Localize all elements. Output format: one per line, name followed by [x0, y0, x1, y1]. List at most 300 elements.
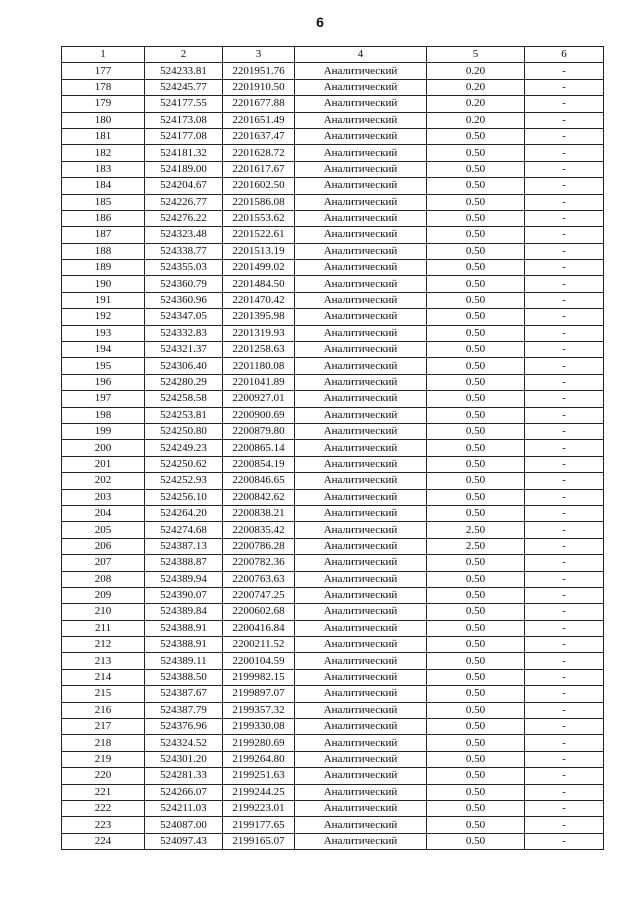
table-cell: 224: [62, 833, 145, 849]
table-cell: 185: [62, 194, 145, 210]
table-cell: -: [525, 161, 604, 177]
table-cell: 0.50: [427, 145, 525, 161]
table-cell: 524390.07: [145, 587, 223, 603]
table-cell: 200: [62, 440, 145, 456]
table-cell: 524266.07: [145, 784, 223, 800]
table-cell: 0.50: [427, 440, 525, 456]
table-cell: -: [525, 505, 604, 521]
table-cell: Аналитический: [295, 309, 427, 325]
table-cell: Аналитический: [295, 686, 427, 702]
table-cell: -: [525, 538, 604, 554]
table-cell: 0.50: [427, 702, 525, 718]
table-cell: 182: [62, 145, 145, 161]
table-cell: -: [525, 63, 604, 79]
table-cell: 524280.29: [145, 374, 223, 390]
table-cell: Аналитический: [295, 538, 427, 554]
table-cell: 180: [62, 112, 145, 128]
table-cell: 524245.77: [145, 79, 223, 95]
table-cell: -: [525, 571, 604, 587]
table-cell: 524389.94: [145, 571, 223, 587]
table-cell: 0.50: [427, 325, 525, 341]
table-cell: -: [525, 243, 604, 259]
table-cell: 208: [62, 571, 145, 587]
table-cell: 0.50: [427, 292, 525, 308]
table-cell: 0.20: [427, 112, 525, 128]
table-cell: 2201951.76: [223, 63, 295, 79]
table-cell: Аналитический: [295, 473, 427, 489]
table-cell: 2201602.50: [223, 178, 295, 194]
table-cell: 197: [62, 391, 145, 407]
table-cell: Аналитический: [295, 522, 427, 538]
table-cell: Аналитический: [295, 96, 427, 112]
table-cell: 0.50: [427, 473, 525, 489]
table-cell: 524355.03: [145, 260, 223, 276]
table-cell: Аналитический: [295, 260, 427, 276]
table-cell: -: [525, 751, 604, 767]
table-cell: 2200879.80: [223, 423, 295, 439]
table-cell: 212: [62, 637, 145, 653]
table-cell: Аналитический: [295, 63, 427, 79]
table-cell: 524338.77: [145, 243, 223, 259]
table-cell: -: [525, 702, 604, 718]
table-cell: Аналитический: [295, 800, 427, 816]
table-cell: 215: [62, 686, 145, 702]
table-cell: -: [525, 735, 604, 751]
table-cell: 0.50: [427, 735, 525, 751]
table-cell: -: [525, 374, 604, 390]
table-cell: 214: [62, 669, 145, 685]
table-cell: 524189.00: [145, 161, 223, 177]
table-cell: -: [525, 637, 604, 653]
table-cell: 0.50: [427, 374, 525, 390]
table-cell: Аналитический: [295, 555, 427, 571]
table-row: [62, 735, 604, 751]
table-cell: 2199244.25: [223, 784, 295, 800]
table-cell: -: [525, 817, 604, 833]
table-cell: Аналитический: [295, 817, 427, 833]
table-cell: 524388.91: [145, 620, 223, 636]
table-cell: Аналитический: [295, 374, 427, 390]
table-cell: 191: [62, 292, 145, 308]
table-cell: 2200763.63: [223, 571, 295, 587]
table-cell: Аналитический: [295, 587, 427, 603]
table-row: [62, 423, 604, 439]
table-cell: 524211.03: [145, 800, 223, 816]
table-cell: -: [525, 96, 604, 112]
table-cell: 0.50: [427, 309, 525, 325]
table-cell: 524253.81: [145, 407, 223, 423]
table-row: [62, 309, 604, 325]
table-cell: 209: [62, 587, 145, 603]
table-cell: Аналитический: [295, 210, 427, 226]
table-cell: 0.50: [427, 800, 525, 816]
table-cell: Аналитический: [295, 276, 427, 292]
table-row: [62, 768, 604, 784]
table-cell: Аналитический: [295, 342, 427, 358]
table-row: [62, 587, 604, 603]
page-number: 6: [316, 14, 324, 30]
table-cell: 524249.23: [145, 440, 223, 456]
table-cell: 0.50: [427, 833, 525, 849]
table-cell: -: [525, 79, 604, 95]
table-row: [62, 637, 604, 653]
table-cell: 524388.91: [145, 637, 223, 653]
table-cell: Аналитический: [295, 833, 427, 849]
table-cell: 196: [62, 374, 145, 390]
table-row: [62, 374, 604, 390]
table-row: [62, 391, 604, 407]
table-cell: 0.50: [427, 210, 525, 226]
table-cell: 524204.67: [145, 178, 223, 194]
table-cell: 2199357.32: [223, 702, 295, 718]
table-cell: 524387.79: [145, 702, 223, 718]
table-row: [62, 407, 604, 423]
table-cell: 2201258.63: [223, 342, 295, 358]
table-cell: 0.50: [427, 260, 525, 276]
column-header: 4: [295, 47, 427, 63]
table-cell: -: [525, 391, 604, 407]
table-cell: 219: [62, 751, 145, 767]
table-cell: 218: [62, 735, 145, 751]
table-cell: 0.50: [427, 407, 525, 423]
column-header: 1: [62, 47, 145, 63]
table-cell: 198: [62, 407, 145, 423]
table-cell: 0.50: [427, 243, 525, 259]
table-cell: -: [525, 128, 604, 144]
table-row: [62, 489, 604, 505]
table-cell: -: [525, 800, 604, 816]
table-cell: Аналитический: [295, 620, 427, 636]
table-cell: 524388.87: [145, 555, 223, 571]
table-cell: 183: [62, 161, 145, 177]
table-cell: 203: [62, 489, 145, 505]
table-cell: Аналитический: [295, 407, 427, 423]
table-cell: 2200838.21: [223, 505, 295, 521]
table-cell: 0.50: [427, 194, 525, 210]
table-cell: 524360.79: [145, 276, 223, 292]
table-cell: 2199223.01: [223, 800, 295, 816]
table-cell: Аналитический: [295, 604, 427, 620]
table-cell: 2.50: [427, 538, 525, 554]
table-row: [62, 325, 604, 341]
table-cell: 0.50: [427, 669, 525, 685]
table-cell: 179: [62, 96, 145, 112]
table-cell: 186: [62, 210, 145, 226]
table-cell: 2200786.28: [223, 538, 295, 554]
table-cell: 2199897.07: [223, 686, 295, 702]
table-cell: -: [525, 178, 604, 194]
table-cell: Аналитический: [295, 161, 427, 177]
table-row: [62, 227, 604, 243]
table-row: [62, 243, 604, 259]
column-header: 3: [223, 47, 295, 63]
table-cell: 181: [62, 128, 145, 144]
table-cell: 2199177.65: [223, 817, 295, 833]
table-cell: Аналитический: [295, 79, 427, 95]
table-row: [62, 604, 604, 620]
table-cell: Аналитический: [295, 768, 427, 784]
table-cell: 524301.20: [145, 751, 223, 767]
table-cell: 524347.05: [145, 309, 223, 325]
table-row: [62, 833, 604, 849]
table-cell: 0.50: [427, 161, 525, 177]
table-cell: -: [525, 620, 604, 636]
table-cell: 2201470.42: [223, 292, 295, 308]
table-row: [62, 538, 604, 554]
table-cell: 2201553.62: [223, 210, 295, 226]
table-row: [62, 686, 604, 702]
table-cell: Аналитический: [295, 571, 427, 587]
table-cell: 0.50: [427, 686, 525, 702]
table-cell: 524321.37: [145, 342, 223, 358]
table-cell: 2201522.61: [223, 227, 295, 243]
table-cell: 0.50: [427, 751, 525, 767]
table-body: [62, 63, 604, 850]
table-cell: Аналитический: [295, 751, 427, 767]
table-cell: 0.50: [427, 423, 525, 439]
table-cell: -: [525, 473, 604, 489]
column-header: 2: [145, 47, 223, 63]
table-cell: 194: [62, 342, 145, 358]
table-cell: 0.50: [427, 768, 525, 784]
table-cell: 524252.93: [145, 473, 223, 489]
table-cell: Аналитический: [295, 637, 427, 653]
coordinates-table: [61, 46, 604, 850]
table-cell: 524181.32: [145, 145, 223, 161]
table-cell: 2201499.02: [223, 260, 295, 276]
table-row: [62, 96, 604, 112]
table-row: [62, 63, 604, 79]
table-cell: -: [525, 112, 604, 128]
table-cell: 2200927.01: [223, 391, 295, 407]
table-cell: 211: [62, 620, 145, 636]
table-row: [62, 145, 604, 161]
table-cell: -: [525, 145, 604, 161]
table-cell: 204: [62, 505, 145, 521]
table-cell: 2200835.42: [223, 522, 295, 538]
table-cell: -: [525, 342, 604, 358]
table-cell: 2201910.50: [223, 79, 295, 95]
table-cell: Аналитический: [295, 112, 427, 128]
table-cell: -: [525, 456, 604, 472]
table-cell: 524387.13: [145, 538, 223, 554]
table-cell: -: [525, 276, 604, 292]
table-cell: Аналитический: [295, 505, 427, 521]
table-cell: 0.50: [427, 276, 525, 292]
table-cell: 524250.62: [145, 456, 223, 472]
table-cell: 2200104.59: [223, 653, 295, 669]
table-cell: Аналитический: [295, 194, 427, 210]
table-cell: 524256.10: [145, 489, 223, 505]
table-cell: 0.20: [427, 79, 525, 95]
table-row: [62, 719, 604, 735]
table-cell: 193: [62, 325, 145, 341]
table-row: [62, 161, 604, 177]
table-cell: 206: [62, 538, 145, 554]
table-cell: 2199264.80: [223, 751, 295, 767]
table-row: [62, 620, 604, 636]
table-cell: Аналитический: [295, 784, 427, 800]
table-cell: Аналитический: [295, 391, 427, 407]
table-cell: -: [525, 210, 604, 226]
table-row: [62, 505, 604, 521]
table-cell: 223: [62, 817, 145, 833]
table-cell: 221: [62, 784, 145, 800]
table-cell: Аналитический: [295, 227, 427, 243]
table-cell: 524306.40: [145, 358, 223, 374]
table-row: [62, 210, 604, 226]
table-cell: 2199982.15: [223, 669, 295, 685]
table-cell: 524177.08: [145, 128, 223, 144]
table-cell: 0.50: [427, 227, 525, 243]
table-cell: 524388.50: [145, 669, 223, 685]
table-cell: 2201395.98: [223, 309, 295, 325]
table-cell: 0.50: [427, 817, 525, 833]
table-cell: 188: [62, 243, 145, 259]
table-cell: 213: [62, 653, 145, 669]
table-cell: -: [525, 358, 604, 374]
table-cell: Аналитический: [295, 423, 427, 439]
table-cell: Аналитический: [295, 489, 427, 505]
table-cell: 187: [62, 227, 145, 243]
table-cell: -: [525, 669, 604, 685]
table-cell: Аналитический: [295, 702, 427, 718]
table-row: [62, 342, 604, 358]
table-cell: 0.50: [427, 620, 525, 636]
table-cell: -: [525, 604, 604, 620]
table-cell: 220: [62, 768, 145, 784]
table-cell: -: [525, 407, 604, 423]
table-cell: 2199251.63: [223, 768, 295, 784]
table-cell: 2201180.08: [223, 358, 295, 374]
table-cell: 0.50: [427, 784, 525, 800]
table-cell: 524250.80: [145, 423, 223, 439]
table-cell: 189: [62, 260, 145, 276]
table-cell: -: [525, 768, 604, 784]
table-cell: 524276.22: [145, 210, 223, 226]
table-cell: Аналитический: [295, 653, 427, 669]
table-cell: 0.50: [427, 391, 525, 407]
table-cell: 0.50: [427, 571, 525, 587]
table-cell: Аналитический: [295, 669, 427, 685]
table-row: [62, 571, 604, 587]
table-cell: 524226.77: [145, 194, 223, 210]
table-cell: 524389.11: [145, 653, 223, 669]
table-cell: 524389.84: [145, 604, 223, 620]
table-cell: Аналитический: [295, 719, 427, 735]
table-cell: 2201628.72: [223, 145, 295, 161]
table-cell: 2200865.14: [223, 440, 295, 456]
table-cell: -: [525, 325, 604, 341]
table-cell: -: [525, 292, 604, 308]
table-cell: 192: [62, 309, 145, 325]
table-row: [62, 817, 604, 833]
table-cell: -: [525, 309, 604, 325]
table-cell: 2199165.07: [223, 833, 295, 849]
table-cell: 524324.52: [145, 735, 223, 751]
table-row: [62, 79, 604, 95]
table-cell: 216: [62, 702, 145, 718]
table-cell: 195: [62, 358, 145, 374]
table-cell: 2200602.68: [223, 604, 295, 620]
table-cell: 524177.55: [145, 96, 223, 112]
table-cell: 2201041.89: [223, 374, 295, 390]
table-row: [62, 260, 604, 276]
table-cell: 524376.96: [145, 719, 223, 735]
table-cell: 0.50: [427, 489, 525, 505]
table-row: [62, 276, 604, 292]
table-cell: 205: [62, 522, 145, 538]
table-cell: 0.20: [427, 96, 525, 112]
table-cell: 524332.83: [145, 325, 223, 341]
table-cell: Аналитический: [295, 292, 427, 308]
table-cell: -: [525, 489, 604, 505]
table-row: [62, 669, 604, 685]
table-row: [62, 128, 604, 144]
table-cell: 2201319.93: [223, 325, 295, 341]
table-cell: -: [525, 522, 604, 538]
table-cell: -: [525, 587, 604, 603]
table-cell: 2201677.88: [223, 96, 295, 112]
table-row: [62, 702, 604, 718]
table-cell: 0.50: [427, 358, 525, 374]
table-cell: 0.50: [427, 128, 525, 144]
table-cell: 524173.08: [145, 112, 223, 128]
table-cell: 2201617.67: [223, 161, 295, 177]
table-cell: -: [525, 686, 604, 702]
table-cell: 2200900.69: [223, 407, 295, 423]
table-cell: -: [525, 440, 604, 456]
table-cell: 201: [62, 456, 145, 472]
table-cell: 2201484.50: [223, 276, 295, 292]
table-cell: 177: [62, 63, 145, 79]
table-row: [62, 653, 604, 669]
table-cell: 184: [62, 178, 145, 194]
table-cell: Аналитический: [295, 128, 427, 144]
table-cell: 2200416.84: [223, 620, 295, 636]
table-row: [62, 292, 604, 308]
table-row: [62, 194, 604, 210]
table-cell: 2200211.52: [223, 637, 295, 653]
table-cell: 2.50: [427, 522, 525, 538]
table-cell: 0.50: [427, 653, 525, 669]
table-row: [62, 522, 604, 538]
table-cell: -: [525, 423, 604, 439]
table-cell: -: [525, 555, 604, 571]
table-cell: 190: [62, 276, 145, 292]
table-cell: 524258.58: [145, 391, 223, 407]
table-cell: 2200846.65: [223, 473, 295, 489]
table-cell: Аналитический: [295, 358, 427, 374]
table-header-row: [62, 47, 604, 63]
table-cell: 2200747.25: [223, 587, 295, 603]
table-cell: Аналитический: [295, 440, 427, 456]
table-cell: 0.50: [427, 456, 525, 472]
table-row: [62, 112, 604, 128]
table-cell: 0.50: [427, 587, 525, 603]
column-header: 6: [525, 47, 604, 63]
table-cell: 199: [62, 423, 145, 439]
table-cell: 524087.00: [145, 817, 223, 833]
table-cell: 178: [62, 79, 145, 95]
table-cell: -: [525, 653, 604, 669]
table-row: [62, 800, 604, 816]
table-cell: 524233.81: [145, 63, 223, 79]
table-cell: 2201513.19: [223, 243, 295, 259]
table-cell: -: [525, 194, 604, 210]
table-cell: Аналитический: [295, 145, 427, 161]
table-cell: 0.50: [427, 505, 525, 521]
